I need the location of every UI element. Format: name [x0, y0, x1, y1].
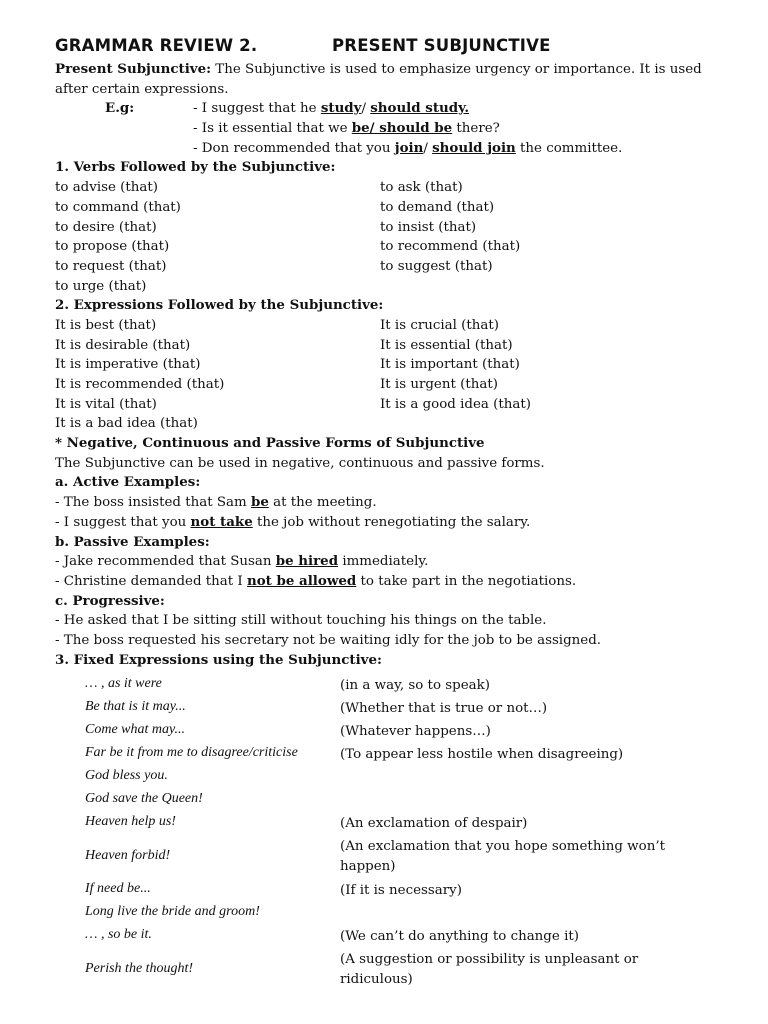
- fixed-expression-row: [55, 721, 735, 744]
- example-text: to take part in the negotiations.: [356, 573, 577, 589]
- example-3: [55, 139, 735, 159]
- expression-item: It is a good idea (that): [380, 396, 531, 412]
- fixed-expression-row: [55, 813, 735, 836]
- underlined-answer: should study.: [370, 100, 470, 117]
- fixed-expression-row: [55, 836, 735, 880]
- expression-meaning: (An exclamation that you hope something won’t happen): [340, 839, 665, 875]
- fixed-expression-row: [55, 790, 735, 813]
- verb-item: to suggest (that): [380, 258, 493, 274]
- example-text: there?: [452, 121, 500, 137]
- expression-meaning: (Whatever happens…): [340, 724, 491, 740]
- verb-item: to demand (that): [380, 199, 495, 215]
- verb-item: to advise (that): [55, 180, 158, 196]
- expression-item: It is vital (that): [55, 396, 157, 412]
- underlined-answer: not be allowed: [246, 572, 357, 589]
- underlined-answer: be/ should be: [351, 120, 453, 137]
- expression-meaning: (We can’t do anything to change it): [340, 929, 579, 945]
- expression-meaning: (To appear less hostile when disagreeing): [340, 747, 624, 763]
- verb-item: to insist (that): [380, 219, 477, 235]
- example-text: - Don recommended that you: [193, 140, 395, 156]
- active-example-2: [55, 513, 735, 533]
- forms-intro: The Subjunctive can be used in negative, continuous and passive forms.: [55, 455, 545, 471]
- example-2: [55, 119, 735, 139]
- fixed-expression-row: [55, 926, 735, 949]
- fixed-expression: … , as it were: [85, 676, 162, 692]
- intro-text-1: The Subjunctive is used to emphasize urgency or importance. It is used: [211, 62, 702, 77]
- expression-item: It is urgent (that): [380, 377, 498, 392]
- active-heading: a. Active Examples:: [55, 474, 201, 491]
- expressions-row: [55, 316, 735, 336]
- expressions-row: [55, 336, 735, 356]
- fixed-expression: Heaven help us!: [85, 814, 176, 830]
- progressive-example-1: - He asked that I be sitting still without touching his things on the table.: [55, 613, 547, 629]
- fixed-expression-row: [55, 880, 735, 903]
- verbs-list: [55, 178, 735, 296]
- section-3-heading: 3. Fixed Expressions using the Subjunctive:: [55, 651, 382, 668]
- underlined-answer: not take: [190, 513, 253, 530]
- expressions-row: [55, 375, 735, 395]
- example-text: the job without renegotiating the salary.: [252, 514, 531, 530]
- underlined-answer: be hired: [275, 553, 339, 570]
- expressions-row: [55, 395, 735, 415]
- example-text: - Christine demanded that I: [55, 573, 247, 589]
- expressions-list: [55, 316, 735, 434]
- expressions-row: [55, 414, 735, 434]
- worksheet-page: [55, 36, 735, 993]
- verbs-row: [55, 237, 735, 257]
- passive-example-1: [55, 552, 735, 572]
- verb-item: to command (that): [55, 199, 181, 215]
- intro-line-2: after certain expressions.: [55, 81, 229, 97]
- example-text: - The boss insisted that Sam: [55, 495, 251, 511]
- examples-label: E.g:: [105, 100, 135, 117]
- expression-item: It is recommended (that): [55, 377, 225, 392]
- verb-item: to desire (that): [55, 219, 157, 235]
- passive-example-2: [55, 572, 735, 592]
- verb-item: to propose (that): [55, 239, 170, 255]
- fixed-expressions-table: [55, 675, 735, 993]
- passive-heading: b. Passive Examples:: [55, 533, 210, 550]
- verb-item: to recommend (that): [380, 239, 521, 255]
- example-text: at the meeting.: [268, 495, 377, 511]
- verbs-row: [55, 178, 735, 198]
- underlined-answer: join: [394, 139, 424, 156]
- example-1: [55, 99, 735, 119]
- expression-item: It is imperative (that): [55, 357, 201, 373]
- expression-meaning: (If it is necessary): [340, 883, 462, 899]
- fixed-expression-row: [55, 903, 735, 926]
- forms-heading: * Negative, Continuous and Passive Forms of Subjunctive: [55, 435, 485, 452]
- verbs-row: [55, 257, 735, 277]
- fixed-expression: Come what may...: [85, 722, 185, 738]
- expression-item: It is essential (that): [380, 337, 513, 353]
- expression-meaning: (An exclamation of despair): [340, 816, 528, 832]
- expression-meaning: (in a way, so to speak): [340, 678, 490, 694]
- active-example-1: [55, 493, 735, 513]
- fixed-expression-row: [55, 744, 735, 767]
- example-text: - I suggest that he: [193, 101, 321, 117]
- fixed-expression: If need be...: [85, 881, 151, 897]
- fixed-expression: Perish the thought!: [85, 961, 194, 977]
- fixed-expression-row: [55, 675, 735, 698]
- expression-item: It is best (that): [55, 317, 157, 333]
- example-text: - I suggest that you: [55, 514, 191, 530]
- fixed-expression: God bless you.: [85, 768, 168, 784]
- verb-item: to ask (that): [380, 180, 463, 196]
- section-2-heading: 2. Expressions Followed by the Subjunctive:: [55, 297, 384, 314]
- example-text: immediately.: [338, 554, 429, 570]
- fixed-expression-row: [55, 767, 735, 790]
- title-right: PRESENT SUBJUNCTIVE: [332, 36, 551, 55]
- expression-meaning: (Whether that is true or not…): [340, 701, 548, 717]
- underlined-answer: should join: [432, 139, 516, 156]
- title-left: GRAMMAR REVIEW 2.: [55, 36, 258, 55]
- intro-line-1: [55, 60, 735, 80]
- verbs-row: [55, 218, 735, 238]
- expression-item: It is a bad idea (that): [55, 416, 198, 432]
- fixed-expression: Far be it from me to disagree/criticise: [85, 745, 298, 761]
- section-1-heading: 1. Verbs Followed by the Subjunctive:: [55, 159, 336, 176]
- fixed-expression: Long live the bride and groom!: [85, 904, 260, 920]
- expression-item: It is crucial (that): [380, 317, 499, 333]
- fixed-expression: Be that is it may...: [85, 699, 186, 715]
- verbs-row: [55, 198, 735, 218]
- example-text: /: [361, 101, 371, 117]
- intro-label: Present Subjunctive:: [55, 61, 212, 77]
- verb-item: to request (that): [55, 258, 167, 274]
- verbs-row: [55, 277, 735, 297]
- underlined-answer: be: [250, 494, 269, 511]
- expression-meaning: (A suggestion or possibility is unpleasant or ridiculous): [340, 952, 639, 988]
- expression-item: It is important (that): [380, 357, 520, 373]
- expression-item: It is desirable (that): [55, 337, 191, 353]
- example-text: /: [423, 140, 433, 156]
- verb-item: to urge (that): [55, 278, 147, 294]
- fixed-expression: Heaven forbid!: [85, 848, 171, 864]
- fixed-expression-row: [55, 698, 735, 721]
- underlined-answer: study: [320, 100, 362, 117]
- example-text: - Jake recommended that Susan: [55, 554, 276, 570]
- fixed-expression-row: [55, 949, 735, 993]
- example-text: - Is it essential that we: [193, 121, 352, 137]
- fixed-expression: … , so be it.: [85, 927, 152, 943]
- fixed-expression: God save the Queen!: [85, 791, 203, 807]
- progressive-heading: c. Progressive:: [55, 592, 165, 609]
- progressive-example-2: - The boss requested his secretary not be waiting idly for the job to be assigned.: [55, 632, 602, 648]
- page-title: [55, 36, 735, 60]
- expressions-row: [55, 355, 735, 375]
- example-text: the committee.: [515, 140, 623, 156]
